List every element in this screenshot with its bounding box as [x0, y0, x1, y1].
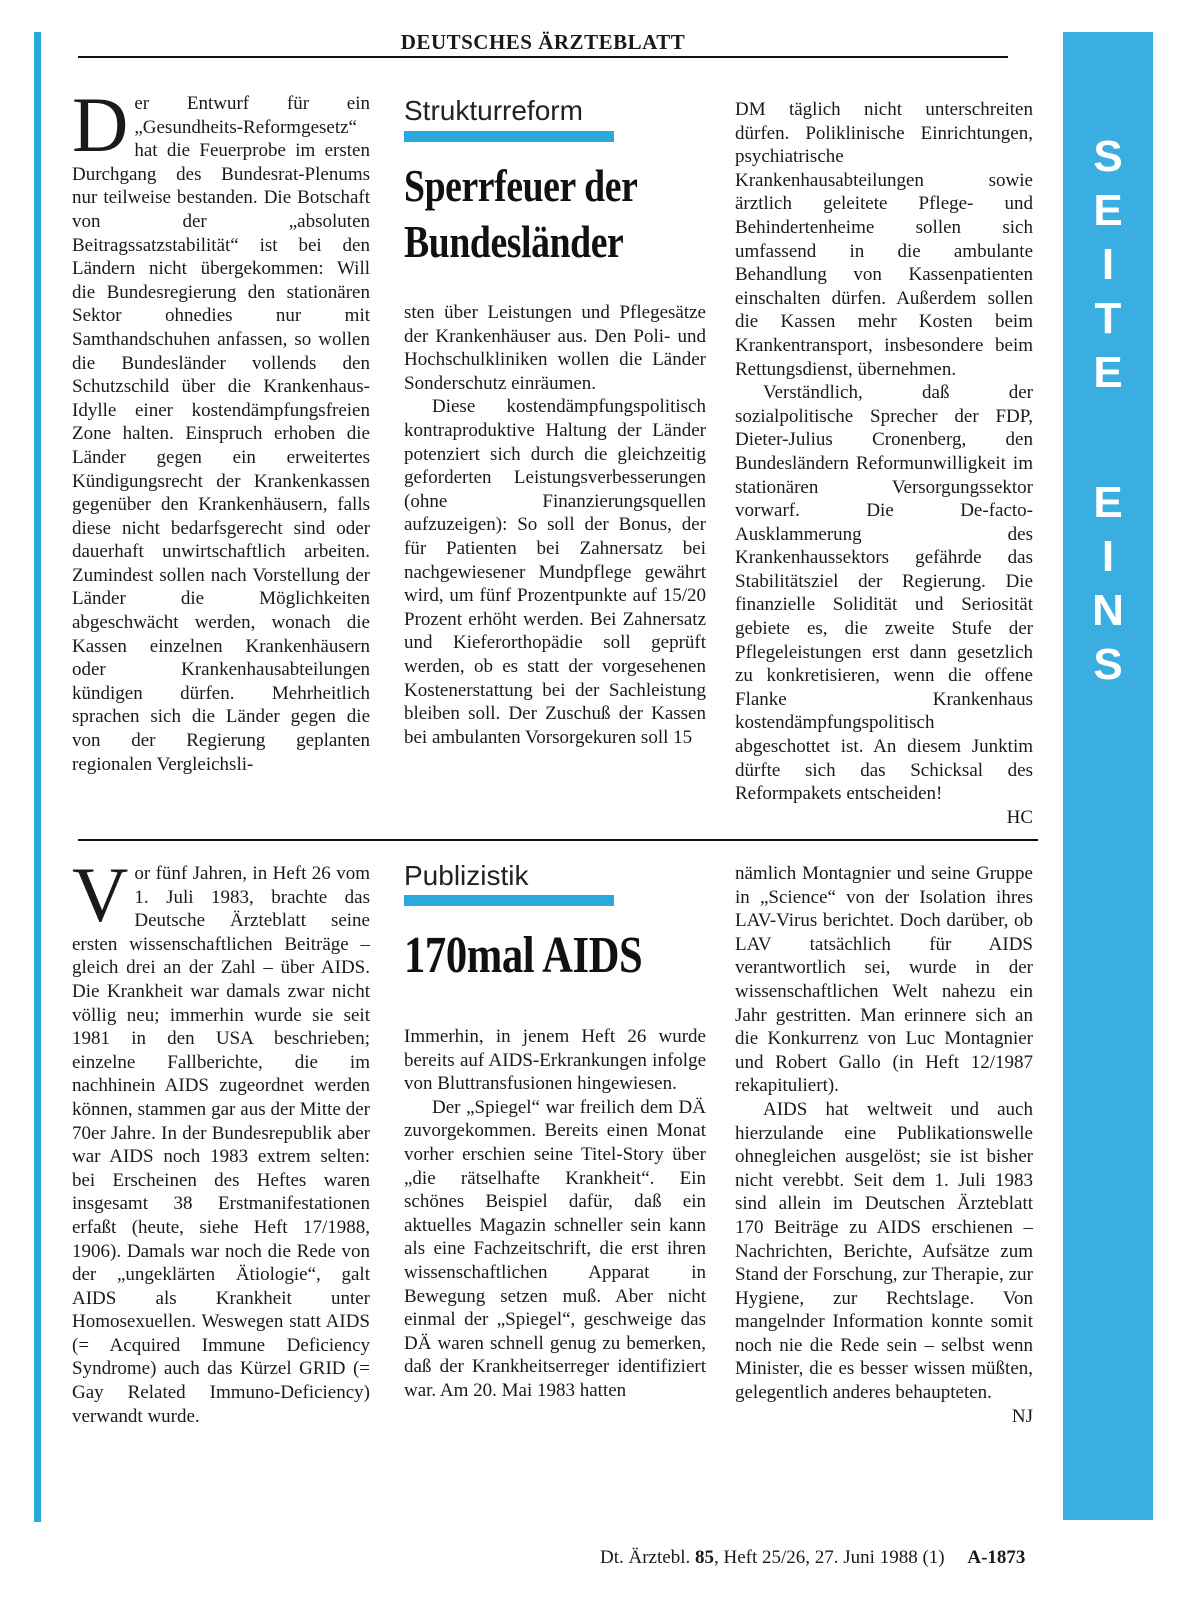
article1-paragraph: Diese kostendämpfungspolitisch kontraproduktive Haltung der Länder potenziert sich durch die gleichzeitig geforderten Leistungsverbesserungen (ohne Finanzierungsquellen aufzuzeigen): So soll der Bonus, der für Patienten bei Zahnersatz bei nachgewiesener Mundpflege gewährt wird, um fünf Prozentpunkte auf 15/20 Prozent erhöht werden. Bei Zahnersatz und Kieferorthopädie soll geprüft werden, ob es statt der vorgesehenen Kostenerstattung bei der Sachleistung bleiben soll. Der Zuschuß der Kassen bei ambulanten Vorsorgekuren soll 15 [404, 396, 706, 748]
side-band-letters [1063, 130, 1153, 692]
article2-column3 [735, 862, 1033, 1428]
article2-paragraph: Immerhin, in jenem Heft 26 wurde bereits auf AIDS-Erkrankungen infolge von Bluttransfusionen hingewiesen. [404, 1026, 706, 1095]
footer-page-number: A-1873 [967, 1547, 1026, 1568]
article1-column3 [735, 98, 1033, 829]
side-letter: E [1093, 348, 1123, 397]
side-letter: N [1092, 586, 1124, 635]
article2-dropcap: V [72, 851, 129, 938]
article1-headline-line: Bundesländer [404, 216, 624, 267]
footer-issue: , Heft 25/26, 27. Juni 1988 (1) [713, 1547, 945, 1568]
side-letter: I [1101, 240, 1115, 289]
article2-text: or fünf Jahren, in Heft 26 vom 1. Juli 1983, brachte das Deutsche Ärzteblatt seine ersten wissenschaftlichen Beiträge – gleich drei an der Zahl – über AIDS. Die Krankheit war damals zwar nicht völlig neu; immerhin wurde sie seit 1981 in den USA beschrieben; einzelne Fallberichte, die im nachhinein AIDS zugeordnet werden können, stammen gar aus der Mitte der 70er Jahre. In der Bundesrepublik aber war AIDS noch 1983 extrem selten: bei Erscheinen des Heftes waren insgesamt 38 Erstmanifestationen erfaßt (heute, siehe Heft 17/1988, 1906). Damals war noch die Rede von der „ungeklärten Ätiologie“, galt AIDS als Krankheit unter Homosexuellen. Weswegen statt AIDS (= Acquired Immune Deficiency Syndrome) auch das Kürzel GRID (= Gay Related Immuno-Deficiency) verwandt wurde. [72, 863, 370, 1427]
footer-journal: Dt. Ärztebl. [600, 1547, 691, 1568]
side-letter: S [1093, 640, 1123, 689]
article1-column1 [72, 81, 370, 776]
article2-paragraph: nämlich Montagnier und seine Gruppe in „Science“ von der Isolation ihres LAV-Virus berichtet. Doch darüber, ob LAV tatsächlich für AIDS verantwortlich sei, wurde in der wissenschaftlichen Welt nahezu ein Jahr gestritten. Man erinnere sich an die Konkurrenz von Luc Montagnier und Robert Gallo (in Heft 12/1987 rekapituliert). [735, 863, 1033, 1097]
article2-column1 [72, 851, 370, 1428]
article1-headline-line: Sperrfeuer der [404, 160, 638, 211]
article2-kicker: Publizistik [404, 860, 529, 891]
article2-paragraph: Der „Spiegel“ war freilich dem DÄ zuvorgekommen. Bereits einen Monat vorher erschien seine Titel-Story über „die rätselhafte Krankheit“. Ein schönes Beispiel dafür, daß ein aktuelles Magazin schneller sein kann als eine Fachzeitschrift, die erst ihren wissenschaftlichen Apparat in Bewegung setzen muß. Aber nicht einmal der „Spiegel“, geschweige das DÄ waren schnell genug zu bemerken, daß der Krankheitserreger identifiziert war. Am 20. Mai 1983 hatten [404, 1096, 706, 1401]
side-letter-gap [1063, 400, 1153, 476]
side-band [1063, 32, 1153, 1520]
footer-volume: 85 [694, 1547, 714, 1568]
side-letter: E [1093, 186, 1123, 235]
article1-text: er Entwurf für ein „Gesundheits-Reformgesetz“ hat die Feuerprobe im ersten Durchgang des Bundesrat-Plenums nur teilweise bestanden. Die Botschaft von der „absoluten Beitragssatzstabilität“ ist bei den Ländern nicht übergekommen: Will die Bundesregierung den stationären Sektor ohnedies nur mit Samthandschuhen anfassen, so wollen die Bundesländer vollends den Schutzschild über die Krankenhaus-Idylle einer kostendämpfungsfreien Zone halten. Einspruch erhoben die Länder gegen ein erweitertes Kündigungsrecht der Krankenkassen gegenüber den Krankenhäusern, falls diese nicht bedarfsgerecht sind oder dauerhaft unwirtschaftlich arbeiten. Zumindest sollen nach Vorstellung der Länder die Möglichkeiten abgeschwächt werden, wonach die Kassen einzelnen Krankenhäusern oder Krankenhausabteilungen kündigen dürfen. Mehrheitlich sprachen sich die Länder gegen die von der Regierung geplanten regionalen Vergleichsli- [72, 93, 370, 775]
article2-headline: 170mal AIDS [404, 927, 643, 984]
side-letter: I [1101, 532, 1115, 581]
side-letter: E [1093, 478, 1123, 527]
article2-column2 [404, 1025, 706, 1403]
article2-paragraph: AIDS hat weltweit und auch hierzulande eine Publikationswelle ohnegleichen ausgelöst; sie ist bisher nicht verebbt. Seit dem 1. Juli 1983 sind allein im Deutschen Ärzteblatt 170 Beiträge zu AIDS erschienen – Nachrichten, Berichte, Aufsätze zum Stand der Forschung, zur Therapie, zur Hygiene, zur Rechtslage. Von mangelnder Information konnte somit noch nie die Rede sein – selbst wenn Minister, die es besser wissen müßten, gelegentlich anderes behaupteten. [735, 1098, 1033, 1404]
side-letter: T [1094, 294, 1122, 343]
article1-paragraph: DM täglich nicht unterschreiten dürfen. Poliklinische Einrichtungen, psychiatrische Krankenhausabteilungen sowie ärztlich geleitete Pflege- und Behindertenheime sollen sich umfassend in die ambulante Behandlung von Kassenpatienten einschalten dürfen. Außerdem sollen die Kassen mehr Kosten beim Krankentransport, insbesondere beim Rettungsdienst, übernehmen. [735, 99, 1033, 380]
article1-paragraph: Verständlich, daß der sozialpolitische Sprecher der FDP, Dieter-Julius Cronenberg, den Bundesländern Reformunwilligkeit im stationären Versorgungssektor vorwarf. Die De-facto-Ausklammerung des Krankenhaussektors gefährde das Stabilitätsziel der Regierung. Die finanzielle Solidität und Seriosität gebiete es, die zweite Stufe der Pflegeleistungen erst dann gesetzlich zu konkretisieren, wenn die offene Flanke Krankenhaus kostendämpfungspolitisch abgeschottet ist. An diesem Junktim dürfte sich das Schicksal des Reformpakets entscheiden! [735, 382, 1033, 805]
article1-dropcap: D [72, 81, 129, 168]
article2-kicker-bar [404, 895, 614, 906]
article2-signature: NJ [1011, 1405, 1033, 1427]
article1-paragraph [72, 81, 370, 776]
side-letter: S [1093, 132, 1123, 181]
article1-kicker-bar [404, 131, 614, 142]
article-divider [78, 839, 1038, 841]
article1-kicker: Strukturreform [404, 95, 583, 126]
running-head: DEUTSCHES ÄRZTEBLATT [78, 28, 1008, 58]
page-footer [600, 1547, 1120, 1569]
article1-signature: HC [1006, 806, 1033, 828]
article1-paragraph: sten über Leistungen und Pflegesätze der Krankenhäuser aus. Den Poli- und Hochschulkliniken wollen die Länder Sonderschutz einräumen. [404, 302, 706, 394]
article2-paragraph [72, 851, 370, 1428]
article1-column2 [404, 301, 706, 749]
left-accent-strip [34, 32, 41, 1522]
article1-headline [404, 158, 658, 270]
